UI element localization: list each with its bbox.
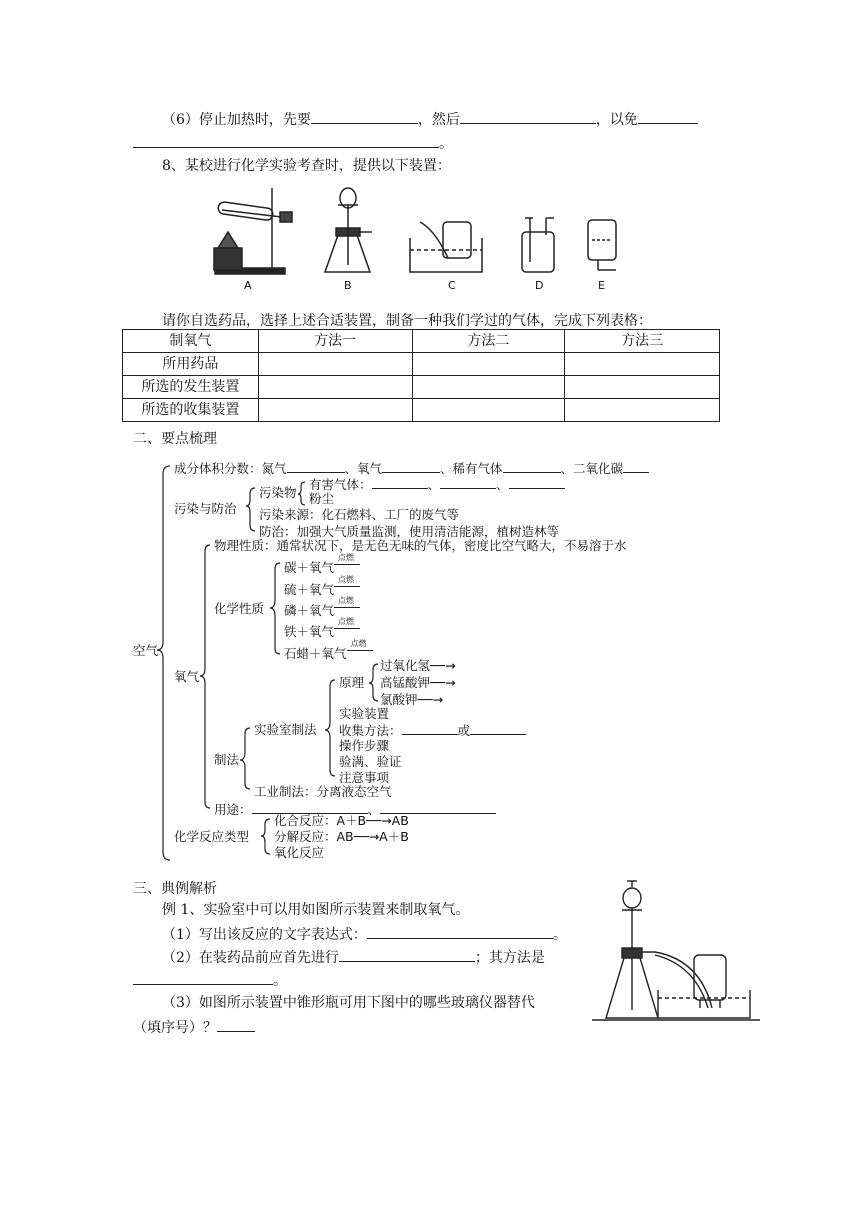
q6-blank-3[interactable] [638, 109, 698, 124]
principle-label: 原理 [339, 675, 365, 690]
q6-text: 。 [439, 136, 453, 152]
blank-q1[interactable] [367, 924, 553, 939]
reaction-arrow [334, 628, 360, 629]
blank-q3[interactable] [217, 1017, 255, 1032]
q1-end: 。 [552, 927, 567, 943]
q6-text: （6）停止加热时，先要 [162, 112, 311, 128]
blank-gas-3[interactable] [509, 476, 565, 489]
arrow-icon: ──→ [417, 692, 444, 707]
composition-label: 、二氧化碳 [560, 461, 624, 476]
answer-cell[interactable] [565, 399, 720, 422]
reaction-text: 石蜡＋氧气 [284, 646, 347, 661]
reaction-text: 硫＋氧气 [284, 582, 335, 597]
answer-cell[interactable] [258, 353, 412, 376]
lab-collection [339, 722, 526, 739]
ignite-label: 点燃 [338, 575, 355, 584]
answer-cell[interactable] [412, 399, 565, 422]
preparation-label: 制法 [214, 752, 240, 767]
answer-cell[interactable] [258, 399, 412, 422]
oxygen-label: 氧气 [174, 669, 200, 684]
ex1-q2 [162, 947, 545, 967]
answer-cell[interactable] [565, 376, 720, 399]
blank-gas-2[interactable] [440, 476, 496, 489]
q8-instruction: 请你自选药品，选择上述合适装置，制备一种我们学过的气体，完成下列表格： [162, 313, 652, 329]
q6-blank-2[interactable] [460, 109, 596, 124]
q1-text: （1）写出该反应的文字表达式： [162, 927, 367, 943]
oxygen-prep-table [122, 329, 720, 422]
physical-properties: 物理性质：通常状况下，是无色无味的气体，密度比空气略大，不易溶于水 [214, 538, 627, 553]
or-text: 或 [457, 723, 471, 738]
section2-title: 二、要点梳理 [133, 431, 217, 447]
q2-mid: ；其方法是 [474, 950, 545, 966]
table-row [123, 376, 720, 399]
combination-product: AB [391, 813, 409, 828]
reaction-arrow [334, 564, 360, 565]
table-row [123, 399, 720, 422]
row-label: 所选的发生装置 [123, 376, 259, 399]
table-row [123, 353, 720, 376]
pollutants-label: 污染物 [259, 485, 297, 500]
lab-notes: 注意事项 [339, 770, 390, 785]
example1: 例 1、实验室中可以用如图所示装置来制取氧气。 [162, 902, 470, 918]
chemical-properties: 化学性质 [214, 601, 265, 616]
blank-co2[interactable] [623, 460, 649, 473]
reaction-text: 铁＋氧气 [284, 624, 335, 639]
mindmap-root: 空气 [133, 643, 159, 658]
prevention: 防治：加强大气质量监测，使用清洁能源，植树造林等 [259, 524, 560, 539]
pollution-source: 污染来源：化石燃料、工厂的废气等 [259, 507, 460, 522]
blank-oxygen[interactable] [382, 460, 440, 473]
principle-kclo3 [380, 692, 443, 708]
pollution-label: 污染与防治 [174, 501, 237, 516]
apparatus-label-d: D [535, 279, 544, 292]
answer-cell[interactable] [258, 376, 412, 399]
combination-text: 化合反应：A＋B [274, 813, 367, 828]
apparatus-label-a: A [244, 279, 252, 292]
ignite-label: 点燃 [338, 553, 355, 562]
q6-blank-1[interactable] [311, 109, 418, 124]
blank-collect-2[interactable] [470, 722, 526, 735]
oxidation-reaction: 氧化反应 [274, 845, 325, 860]
row-label: 所选的收集装置 [123, 399, 259, 422]
industrial-method: 工业制法：分离液态空气 [254, 784, 392, 799]
composition-line [174, 460, 649, 477]
principle-item: 过氧化氢 [380, 658, 431, 673]
harmful-gas-label: 有害气体： [309, 477, 372, 492]
decomposition-product: A＋B [379, 829, 409, 844]
combination-reaction [274, 813, 409, 829]
uses-label: 用途： [214, 802, 252, 817]
lab-verify: 验满、验证 [339, 754, 402, 769]
composition-label: 成分体积分数：氮气 [174, 461, 287, 476]
lab-apparatus: 实验装置 [339, 706, 390, 721]
blank-q2-2[interactable] [133, 970, 273, 985]
answer-cell[interactable] [412, 376, 565, 399]
q6-line1 [162, 109, 698, 129]
table-header: 方法三 [565, 330, 720, 353]
principle-h2o2 [380, 658, 456, 674]
ignite-label: 点燃 [350, 639, 367, 648]
composition-label: 、氧气 [344, 461, 383, 476]
principle-item: 高锰酸钾 [380, 675, 431, 690]
ex1-q2-cont [133, 970, 287, 990]
lab-method-label: 实验室制法 [254, 722, 317, 737]
reaction-text: 碳＋氧气 [284, 560, 335, 575]
q2-end: 。 [273, 973, 287, 989]
reaction-arrow [347, 650, 373, 651]
reaction-arrow [334, 607, 360, 608]
q6-text: ，然后 [417, 112, 460, 128]
ignite-label: 点燃 [338, 617, 355, 626]
dust-label: 粉尘 [309, 491, 335, 506]
table-header: 方法一 [258, 330, 412, 353]
composition-label: 、稀有气体 [440, 461, 503, 476]
reaction-types-label: 化学反应类型 [174, 829, 250, 844]
q3b-text: （填序号）？ [133, 1020, 217, 1036]
apparatus-label-e: E [598, 279, 605, 292]
answer-cell[interactable] [412, 353, 565, 376]
uses-line: 用途： 、 [214, 801, 496, 818]
apparatus-label-c: C [448, 279, 456, 292]
ex1-q3-cont [133, 1017, 255, 1037]
principle-kmno4 [380, 675, 456, 691]
table-header: 制氧气 [123, 330, 259, 353]
blank-gas-1[interactable] [372, 476, 428, 489]
q2-text: （2）在装药品前应首先进行 [162, 950, 339, 966]
table-header: 方法二 [412, 330, 565, 353]
ex1-q1 [162, 924, 567, 944]
answer-cell[interactable] [565, 353, 720, 376]
reaction-text: 磷＋氧气 [284, 603, 335, 618]
harmful-gas-line: 有害气体： 、 、 [309, 476, 565, 493]
apparatus-label-b: B [344, 279, 352, 292]
principle-item: 氯酸钾 [380, 692, 418, 707]
blank-nitrogen[interactable] [287, 460, 345, 473]
q8-title: 8、某校进行化学实验考查时，提供以下装置： [162, 158, 451, 174]
blank-noble[interactable] [503, 460, 561, 473]
collection-label: 收集方法： [339, 723, 402, 738]
q6-text: ，以免 [595, 112, 638, 128]
row-label: 所用药品 [123, 353, 259, 376]
ignite-label: 点燃 [338, 596, 355, 605]
lab-steps: 操作步骤 [339, 738, 390, 753]
arrow-icon: ──→ [353, 829, 380, 844]
section3-title: 三、典例解析 [133, 881, 217, 897]
table-header-row [123, 330, 720, 353]
blank-q2-1[interactable] [339, 947, 475, 962]
reaction-wax [284, 639, 375, 662]
reaction-arrow [334, 586, 360, 587]
ex1-q3: （3）如图所示装置中锥形瓶可用下图中的哪些玻璃仪器替代 [162, 995, 535, 1011]
blank-collect-1[interactable] [402, 722, 458, 735]
q6-line2 [133, 133, 453, 153]
arrow-icon: ──→ [366, 813, 392, 828]
q6-blank-4[interactable] [133, 133, 439, 148]
decomposition-text: 分解反应：AB [274, 829, 354, 844]
arrow-icon: ──→ [430, 675, 456, 690]
decomposition-reaction [274, 829, 409, 845]
arrow-icon: ──→ [430, 658, 456, 673]
